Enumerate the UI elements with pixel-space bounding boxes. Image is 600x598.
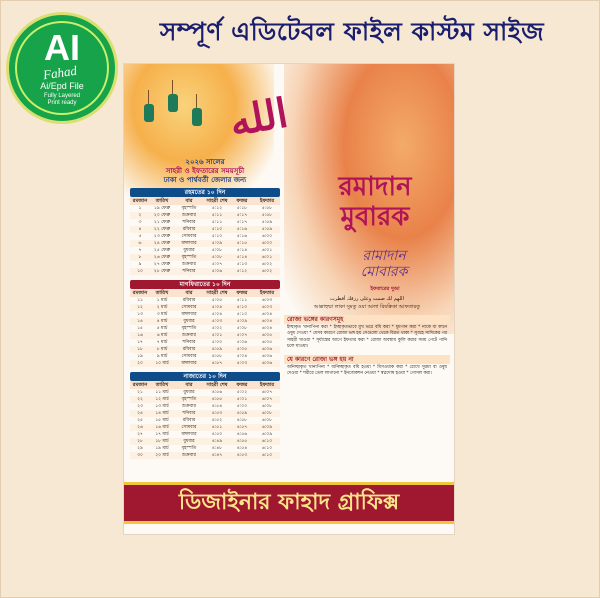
table-cell: ৫:০৯ (236, 319, 248, 324)
table-cell: ৪:৫৮ (211, 354, 223, 359)
table-cell: শুক্রবার (182, 333, 196, 338)
table-cell: বৃহস্পতি (181, 206, 197, 211)
table-cell: ৫:০৪ (211, 312, 223, 317)
table-cell: বৃহস্পতি (181, 255, 197, 260)
table-cell: ৬:০০ (261, 241, 273, 246)
table-cell: ৬:০৮ (261, 404, 273, 409)
col-header: ফজর (236, 198, 248, 204)
table-cell: ৪:৪৮ (211, 446, 223, 451)
table-cell: ৫:৫৯ (261, 220, 273, 225)
schedule-table-1 (130, 188, 280, 275)
table-cell: মঙ্গলবার (181, 312, 197, 317)
table-cell: মঙ্গলবার (181, 361, 197, 366)
col-header: বার (185, 198, 193, 204)
table-cell: ৪:৪৭ (211, 453, 223, 458)
table-row (130, 360, 280, 367)
table-cell: ৬:০৫ (261, 333, 273, 338)
table-cell: ৬:০৭ (261, 397, 273, 402)
table-cell: ৫:০৮ (211, 255, 223, 260)
table-cell: ৬:০৮ (261, 418, 273, 423)
table-cell: ৫:১১ (211, 213, 223, 218)
table-cell: ৪:৫৫ (236, 439, 248, 444)
table-cell: ২৮ ফেব্রু (153, 269, 171, 274)
table-cell: ৪:৫৬ (236, 432, 248, 437)
table-cell: ৬:০১ (261, 248, 273, 253)
table-cell: ৫:১২ (236, 269, 248, 274)
ramadan-mubarak-small (324, 248, 444, 280)
table-cell: ২০ মার্চ (155, 453, 169, 458)
table-cell: ৪:৫৫ (211, 397, 223, 402)
table-cell: রবিবার (182, 347, 196, 352)
table-cell: ৫ (138, 234, 142, 239)
table-cell: ৫:০৬ (211, 269, 223, 274)
table-cell: ৫:১৪ (236, 255, 248, 260)
table-row (130, 311, 280, 318)
table-row (130, 297, 280, 304)
table-row (130, 261, 280, 268)
table-cell: ৩ (138, 220, 142, 225)
table-cell: ২৪ ফেব্রু (153, 241, 171, 246)
table-cell: ৫:০৭ (236, 333, 248, 338)
table-rows (130, 389, 280, 459)
logo-script-text: Fahad (42, 62, 78, 83)
table-cell: ৫:০৭ (211, 262, 223, 267)
table-cell: শুক্রবার (182, 262, 196, 267)
table-row (130, 431, 280, 438)
table-row (130, 410, 280, 417)
table-cell: ২২ ফেব্রু (153, 227, 171, 232)
table-row (130, 424, 280, 431)
table-row (130, 304, 280, 311)
schedule-table-2 (130, 280, 280, 367)
table-cell: ৬ (138, 241, 142, 246)
table-cell: বুধবার (183, 248, 195, 253)
table-cell: ৫:০১ (211, 333, 223, 338)
table-cell: শনিবার (182, 411, 196, 416)
ramadan-title-line-1: রমাদান (338, 172, 412, 202)
table-cell: ৪:৫৩ (211, 411, 223, 416)
table-row (130, 212, 280, 219)
table-cell: ১০ মার্চ (155, 361, 169, 366)
table-cell: ৬:০৯ (261, 432, 273, 437)
table-cell: ২৭ (137, 432, 143, 437)
column-header-row (130, 381, 280, 389)
table-row (130, 396, 280, 403)
table-cell: ৫:১৮ (236, 206, 248, 211)
table-row (130, 417, 280, 424)
table-cell: ৯ (138, 262, 142, 267)
table-row (130, 332, 280, 339)
table-cell: বৃহস্পতি (181, 326, 197, 331)
schedule-subtitle (130, 158, 280, 185)
table-cell: সোমবার (181, 305, 197, 310)
table-row (130, 226, 280, 233)
table-cell: ৪:৫৮ (236, 418, 248, 423)
table-row (130, 233, 280, 240)
section-header-2: মাগফিরাতের ১০ দিন (130, 280, 280, 289)
table-cell: ৫:১৩ (236, 262, 248, 267)
table-cell: ৬:০৮ (261, 411, 273, 416)
table-cell: ৫:০৮ (236, 326, 248, 331)
col-header: বার (185, 382, 193, 388)
rules-content (284, 312, 450, 378)
table-cell: ৫:১০ (236, 312, 248, 317)
table-cell: বৃহস্পতি (181, 397, 197, 402)
section-header-3: নাজাতের ১০ দিন (130, 372, 280, 381)
table-cell: ৬:০৪ (261, 312, 273, 317)
table-cell: ১৬ (137, 333, 143, 338)
table-cell: ৫:০৫ (236, 347, 248, 352)
designer-footer-banner (124, 482, 454, 524)
dua-arabic: اللهم لك صمت وعلى رزقك أفطرت (330, 296, 404, 302)
table-row (130, 219, 280, 226)
col-header: রমজান (132, 198, 148, 204)
table-cell: ৬:০১ (261, 255, 273, 260)
table-cell: ৪ মার্চ (156, 319, 168, 324)
table-cell: মঙ্গলবার (181, 432, 197, 437)
table-cell: ৫:৫৮ (261, 206, 273, 211)
table-cell: ১৪ মার্চ (155, 411, 169, 416)
table-cell: ১৫ মার্চ (155, 418, 169, 423)
col-header: রমজান (132, 382, 148, 388)
table-cell: ৬:১০ (261, 446, 273, 451)
table-cell: ৫ মার্চ (156, 326, 168, 331)
table-cell: ১৭ (137, 340, 143, 345)
ramadan-small-line-2: মোবারক (360, 264, 408, 280)
table-cell: ১৭ মার্চ (155, 432, 169, 437)
table-cell: ৫:০৫ (211, 298, 223, 303)
table-cell: শনিবার (182, 340, 196, 345)
table-cell: ১২ (137, 305, 143, 310)
table-cell: ৫:০১ (236, 397, 248, 402)
table-cell: ১১ মার্চ (155, 390, 169, 395)
table-cell: শুক্রবার (182, 213, 196, 218)
table-row (130, 318, 280, 325)
table-cell: ৫:০২ (211, 326, 223, 331)
col-header: সাহরী শেষ (206, 290, 228, 296)
table-cell: ৬:০২ (261, 262, 273, 267)
table-cell: ১৯ (137, 354, 143, 359)
table-cell: সোমবার (181, 234, 197, 239)
table-row (130, 254, 280, 261)
table-cell: ১ মার্চ (156, 298, 168, 303)
col-header: তারিখ (155, 382, 169, 388)
subtitle-line-3: ঢাকা ও পার্শ্ববর্তী জেলার জন্য (163, 176, 247, 184)
table-cell: ১৩ (137, 312, 143, 317)
table-cell: ৫:০২ (236, 390, 248, 395)
table-cell: ৬:০৬ (261, 361, 273, 366)
table-rows (130, 297, 280, 367)
table-row (130, 339, 280, 346)
table-cell: ৬:০৭ (261, 390, 273, 395)
col-header: ইফতার (259, 290, 275, 296)
logo-ai-text: AI (44, 27, 80, 68)
lantern-icon (192, 108, 202, 126)
logo-layer-line-2: Print ready (47, 100, 77, 106)
table-cell: ৬:০৯ (261, 425, 273, 430)
column-header-row (130, 197, 280, 205)
table-cell: ৫:৫৮ (261, 213, 273, 218)
table-row (130, 353, 280, 360)
col-header: ফজর (236, 290, 248, 296)
table-row (130, 268, 280, 275)
table-cell: রবিবার (182, 298, 196, 303)
table-cell: ২২ (137, 397, 143, 402)
table-cell: ৪:৫৪ (236, 446, 248, 451)
table-cell: ৪:৫৯ (236, 411, 248, 416)
table-cell: ৬:০০ (261, 234, 273, 239)
table-cell: ১০ (137, 269, 143, 274)
table-cell: ১৬ মার্চ (155, 425, 169, 430)
table-cell: মঙ্গলবার (181, 241, 197, 246)
table-cell: ৪:৫২ (211, 418, 223, 423)
table-row (130, 452, 280, 459)
table-cell: ৪:৫৭ (236, 425, 248, 430)
dua-bengali: আল্লাহুম্মা লাকা সুমতু ওয়া আলা রিযক্বিকা আফতারতু (314, 304, 420, 310)
table-cell: ৭ মার্চ (156, 340, 168, 345)
table-cell: ১৩ মার্চ (155, 404, 169, 409)
table-cell: ৪ (138, 227, 142, 232)
table-cell: ৫:০০ (236, 404, 248, 409)
table-cell: ২১ ফেব্রু (153, 220, 171, 225)
table-cell: ৫:০০ (211, 340, 223, 345)
table-cell: ৫:১১ (236, 298, 248, 303)
table-cell: ৩০ (137, 453, 143, 458)
col-header: সাহরী শেষ (206, 382, 228, 388)
table-row (130, 389, 280, 396)
table-cell: ৫:১০ (211, 227, 223, 232)
table-cell: ৫:১০ (211, 234, 223, 239)
lantern-icon (144, 104, 154, 122)
table-cell: সোমবার (181, 425, 197, 430)
table-row (130, 403, 280, 410)
table-cell: ৫:০৩ (211, 319, 223, 324)
table-cell: ৬:০৪ (261, 326, 273, 331)
table-cell: ২১ (137, 390, 143, 395)
table-cell: ২ (138, 213, 142, 218)
table-cell: ৫:৫৯ (261, 227, 273, 232)
table-cell: ২ মার্চ (156, 305, 168, 310)
table-cell: ৬:০৬ (261, 354, 273, 359)
table-cell: ২৪ (137, 411, 143, 416)
table-cell: ৮ মার্চ (156, 347, 168, 352)
table-cell: ১৪ (137, 319, 143, 324)
table-cell: ৪:৫৪ (211, 404, 223, 409)
table-cell: ৫:১০ (236, 305, 248, 310)
table-cell: ৭ (138, 248, 142, 253)
table-cell: ৪:৫৯ (211, 347, 223, 352)
brand-logo (6, 12, 118, 124)
table-cell: ২০ (137, 361, 143, 366)
table-row (130, 346, 280, 353)
table-cell: ২৮ (137, 439, 143, 444)
table-cell: ১৮ মার্চ (155, 439, 169, 444)
table-cell: ১৮ (137, 347, 143, 352)
table-cell: ৪:৫১ (211, 425, 223, 430)
table-cell: ৬:০৩ (261, 305, 273, 310)
lantern-icon (168, 94, 178, 112)
table-cell: ২৫ ফেব্রু (153, 248, 171, 253)
table-rows (130, 205, 280, 275)
logo-layer-line-1: Fully Layered (43, 93, 81, 99)
table-cell: ১২ মার্চ (155, 397, 169, 402)
table-cell: ৫:০৮ (211, 248, 223, 253)
table-cell: ১৫ (137, 326, 143, 331)
table-cell: বুধবার (183, 390, 195, 395)
arabic-calligraphy: الله (226, 89, 292, 146)
table-cell: শনিবার (182, 220, 196, 225)
iftar-dua-heading: ইফতারের দুআ (370, 286, 400, 292)
table-cell: শুক্রবার (182, 404, 196, 409)
table-cell: সোমবার (181, 354, 197, 359)
table-cell: ৫:১৭ (236, 213, 248, 218)
table-cell: ৫:১৭ (236, 220, 248, 225)
logo-layer-label (9, 93, 115, 107)
table-cell: ৬:০২ (261, 269, 273, 274)
table-cell: ৫:০৬ (236, 340, 248, 345)
col-header: সাহরী শেষ (206, 198, 228, 204)
table-cell: ৬:০৬ (261, 347, 273, 352)
table-row (130, 247, 280, 254)
table-cell: ২০ ফেব্রু (153, 213, 171, 218)
table-cell: ৪:৫০ (211, 432, 223, 437)
ramadan-title-line-2: মুবারক (340, 202, 410, 232)
ramadan-mubarak-title (300, 172, 450, 232)
ramadan-small-line-1: রামাদান (362, 248, 406, 264)
table-cell: ৫:১২ (211, 206, 223, 211)
table-cell: ৯ মার্চ (156, 354, 168, 359)
table-row (130, 240, 280, 247)
table-cell: ৫:১৫ (236, 241, 248, 246)
schedule-table-3 (130, 372, 280, 459)
table-cell: ১৯ ফেব্রু (153, 206, 171, 211)
table-cell: ৬:০৫ (261, 340, 273, 345)
table-cell: শনিবার (182, 269, 196, 274)
table-cell: ৬:০৪ (261, 319, 273, 324)
table-cell: ২৬ ফেব্রু (153, 255, 171, 260)
table-cell: বুধবার (183, 439, 195, 444)
logo-file-label: Ai/Epd File (40, 81, 84, 91)
table-cell: ৫:১১ (211, 220, 223, 225)
table-cell: রবিবার (182, 418, 196, 423)
subtitle-line-2: সাহরী ও ইফতারের সময়সূচী (165, 167, 245, 175)
poster-preview (124, 64, 454, 534)
table-cell: ৫:১৪ (236, 248, 248, 253)
column-header-row (130, 289, 280, 297)
table-row (130, 438, 280, 445)
table-cell: ৫:০৪ (211, 305, 223, 310)
page-title: সম্পূর্ণ এডিটেবল ফাইল কাস্টম সাইজ (159, 17, 545, 46)
table-cell: ৬:১০ (261, 453, 273, 458)
rule-heading-2: যে কারণে রোজা ভঙ্গ হয় না (284, 355, 450, 364)
col-header: বার (185, 290, 193, 296)
table-cell: ২৯ (137, 446, 143, 451)
table-cell: ৫:১৬ (236, 234, 248, 239)
col-header: ইফতার (259, 382, 275, 388)
table-cell: ২৭ ফেব্রু (153, 262, 171, 267)
rule-heading-1: রোজা ভঙ্গের কারণসমূহ (284, 315, 450, 324)
table-cell: ৪:৪৯ (211, 439, 223, 444)
table-cell: বৃহস্পতি (181, 446, 197, 451)
table-cell: ৮ (138, 255, 142, 260)
table-row (130, 325, 280, 332)
table-cell: ৬ মার্চ (156, 333, 168, 338)
table-cell: ৩ মার্চ (156, 312, 168, 317)
col-header: তারিখ (155, 198, 169, 204)
section-header-1: রহমতের ১০ দিন (130, 188, 280, 197)
table-cell: শুক্রবার (182, 453, 196, 458)
table-cell: ৫:১৬ (236, 227, 248, 232)
table-cell: ৫:০৯ (211, 241, 223, 246)
table-cell: ১১ (137, 298, 143, 303)
col-header: রমজান (132, 290, 148, 296)
rule-text-1: ইচ্ছাকৃত খানাপিনা করা * ইচ্ছাকৃতভাবে মুখ ভরে বমি করা * ধূমপান করা * নাকে বা কানে ওষুধ দেওয়া * যেসব কারণে রোজা ভঙ্গ হয় সেগুলো থেকে বিরত থাকা * সুবহে সাদিকের পর সাহরী খাওয়া * সূর্যাস্তের আগে ইফতার করা * রোজা অবস্থায় কুলি করার সময় পেটে পানি চলে যাওয়া। (287, 325, 447, 350)
table-cell: ২৩ (137, 404, 143, 409)
table-cell: ৬:০৩ (261, 298, 273, 303)
table-cell: ৪:৫৩ (236, 453, 248, 458)
table-cell: ২৩ ফেব্রু (153, 234, 171, 239)
table-cell: ১৯ মার্চ (155, 446, 169, 451)
col-header: ইফতার (259, 198, 275, 204)
table-cell: ৬:১০ (261, 439, 273, 444)
subtitle-line-1: ২০২৬ সালের (185, 158, 225, 166)
table-cell: ২৬ (137, 425, 143, 430)
col-header: ফজর (236, 382, 248, 388)
table-cell: ৪:৫৬ (211, 390, 223, 395)
table-cell: ৫:০৪ (236, 354, 248, 359)
col-header: তারিখ (155, 290, 169, 296)
table-cell: বুধবার (183, 319, 195, 324)
table-cell: ৪:৫৭ (211, 361, 223, 366)
table-row (130, 205, 280, 212)
designer-name: ডিজাইনার ফাহাদ গ্রাফিক্স (178, 490, 400, 515)
table-row (130, 445, 280, 452)
table-cell: ৫:০৩ (236, 361, 248, 366)
rule-text-2: অনিচ্ছাকৃত খানাপিনা * অনিচ্ছাকৃত বমি হওয়া * মিসওয়াক করা * চোখে সুরমা বা ওষুধ দেওয়া * শরীরে তেল লাগানো * ইনজেকশন নেওয়া * স্বপ্নদোষ হওয়া * গোসল করা। (287, 364, 447, 377)
table-cell: ১ (138, 206, 142, 211)
table-cell: ২৫ (137, 418, 143, 423)
table-cell: রবিবার (182, 227, 196, 232)
